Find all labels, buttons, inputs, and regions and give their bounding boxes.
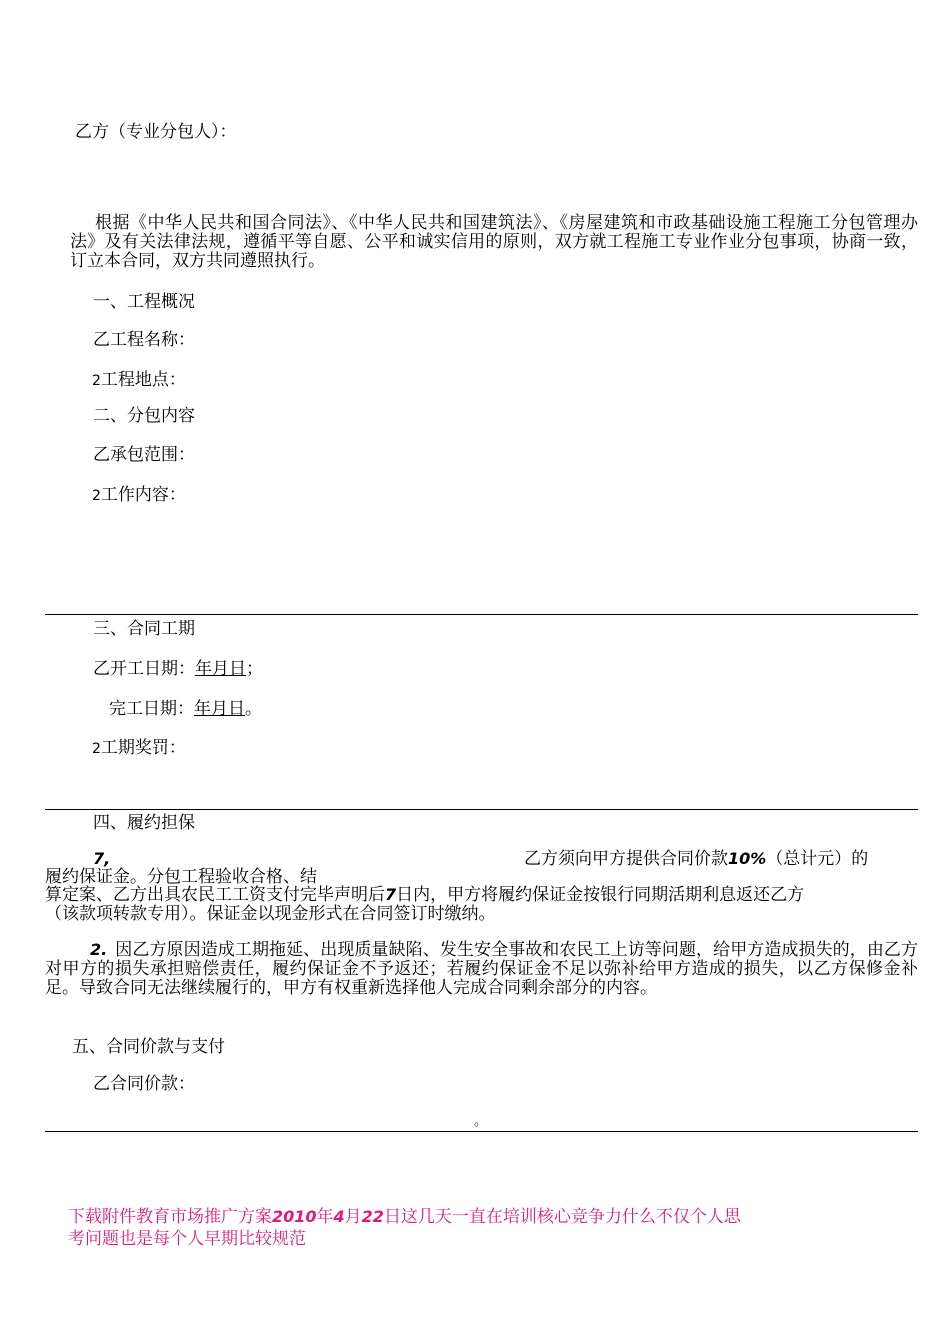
- divider-line: [45, 809, 918, 810]
- footer-month: 4: [333, 1207, 345, 1226]
- footer-text: 下载附件教育市场推广方案: [68, 1207, 272, 1227]
- intro-paragraph: 根据《中华人民共和国合同法》、《中华人民共和国建筑法》、《房屋建筑和市政基础设施工程施工分包管理办法》及有关法律法规，遵循平等自愿、公平和诚实信用的原则，双方就工程施工专业作业分包事项，协商一致，订立本合同，双方共同遵照执行。: [70, 213, 918, 271]
- clause-1-percent: 10%: [728, 849, 767, 868]
- clause-1-text: 日内，甲方将履约保证金按银行同期活期利息返还乙方: [396, 885, 805, 905]
- footer-text: 日这几天一直在培训核心竞争力什么不仅个人思: [383, 1207, 741, 1227]
- item-number: 2: [92, 741, 101, 757]
- section-3-heading: 三、合同工期: [93, 619, 195, 639]
- clause-1-text: 算定案、乙方出具农民工工资支付完毕声明后: [45, 885, 385, 905]
- section-5-heading: 五、合同价款与支付: [72, 1037, 225, 1057]
- start-date-label: 乙开工日期：: [93, 659, 195, 679]
- section-2-heading: 二、分包内容: [93, 406, 195, 426]
- footer-text: 年: [316, 1207, 334, 1227]
- section-1-heading: 一、工程概况: [93, 292, 195, 312]
- clause-1-days: 7: [385, 885, 397, 904]
- item-text: 工作内容：: [100, 485, 186, 505]
- clause-2-paragraph: [45, 940, 918, 998]
- finish-date-value: 年月日: [194, 699, 245, 719]
- start-date-value: 年月日: [195, 659, 246, 679]
- item-text: 工期奖罚：: [100, 738, 186, 758]
- item-number: 2: [92, 373, 101, 389]
- schedule-penalty-label: [92, 738, 186, 759]
- party-b-label: 乙方（专业分包人）：: [75, 122, 237, 142]
- contract-scope-label: 乙承包范围：: [93, 445, 195, 465]
- footer-line-2: 考问题也是每个人早期比较规范: [68, 1229, 306, 1249]
- start-date-end: ；: [246, 659, 263, 679]
- footer-line-1: [68, 1207, 741, 1227]
- price-line-dot: 。: [474, 1114, 488, 1129]
- start-date-line: [93, 659, 263, 679]
- item-text: 工程地点：: [100, 370, 186, 390]
- footer-year: 2010: [272, 1207, 317, 1226]
- clause-1-text: 乙方须向甲方提供合同价款: [524, 849, 728, 869]
- project-name-label: 乙工程名称：: [93, 330, 195, 350]
- clause-1-line-3: [45, 885, 804, 905]
- divider-line: [45, 1131, 918, 1132]
- work-content-label: [92, 485, 186, 506]
- clause-number: 7,: [93, 849, 111, 868]
- clause-2-text: 因乙方原因造成工期拖延、出现质量缺陷、发生安全事故和农民工上访等问题，给甲方造成损失的，由乙方对甲方的损失承担赔偿责任，履约保证金不予返还；若履约保证金不足以弥补给甲方造成的损失，以乙方保修金补足。导致合同无法继续履行的，甲方有权重新选择他人完成合同剩余部分的内容。: [45, 940, 918, 998]
- item-number: 2: [92, 488, 101, 504]
- clause-number: 2.: [90, 940, 108, 959]
- finish-date-label: 完工日期：: [109, 699, 194, 719]
- section-4-heading: 四、履约担保: [93, 813, 195, 833]
- finish-date-end: 。: [245, 699, 262, 719]
- clause-1-right: [524, 849, 868, 869]
- divider-line: [45, 614, 918, 615]
- footer-day: 22: [361, 1207, 384, 1226]
- clause-1-text: （总计元）的: [766, 849, 869, 869]
- footer-text: 月: [344, 1207, 362, 1227]
- contract-price-label: 乙合同价款：: [93, 1074, 195, 1094]
- finish-date-line: [109, 699, 262, 719]
- project-location-label: [92, 370, 186, 391]
- clause-1-line-2: 履约保证金。分包工程验收合格、结: [45, 867, 317, 887]
- clause-1-line-4: （该款项转款专用）。保证金以现金形式在合同签订时缴纳。: [45, 904, 496, 924]
